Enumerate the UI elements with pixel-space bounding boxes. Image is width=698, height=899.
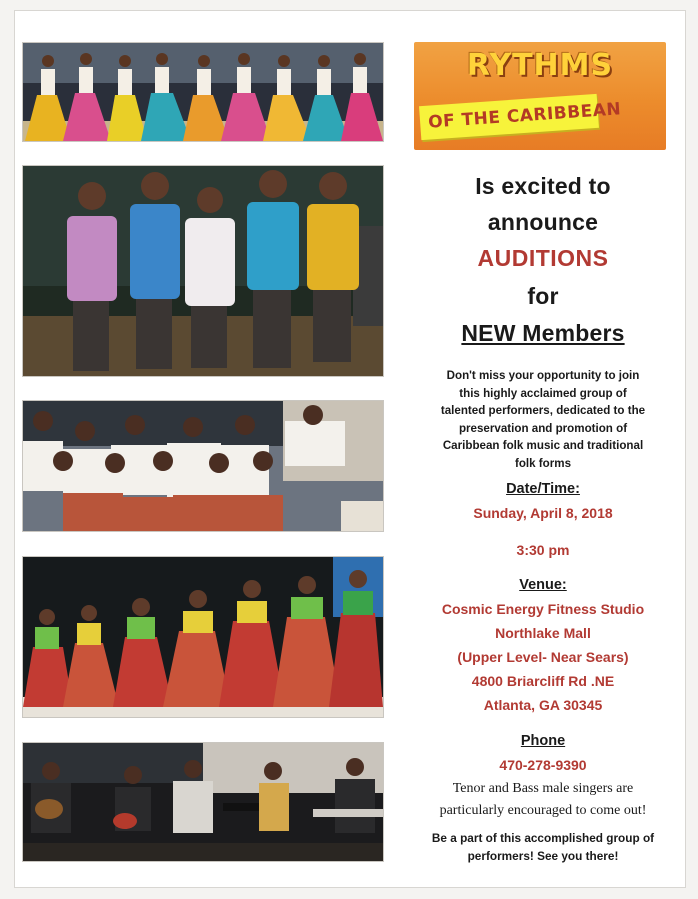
venue-line: (Upper Level- Near Sears) <box>457 649 629 665</box>
pitch-line: this highly acclaimed group of <box>459 386 627 400</box>
photo-men-singers <box>22 165 384 377</box>
phone-number: 470-278-9390 <box>499 757 587 773</box>
headline-line-2: announce <box>487 209 599 235</box>
venue-label: Venue: <box>519 577 567 593</box>
photo-choir-group <box>22 400 384 532</box>
singers-note-line: Tenor and Bass male singers are <box>452 781 634 796</box>
headline-auditions: AUDITIONS <box>477 245 609 271</box>
event-time: 3:30 pm <box>516 542 570 558</box>
pitch-line: Caribbean folk music and traditional <box>442 439 644 452</box>
photo-plaid-dancers <box>22 556 384 718</box>
singers-note-line: particularly encouraged to come out! <box>439 803 647 818</box>
event-date: Sunday, April 8, 2018 <box>473 505 613 521</box>
headline-line-4: for <box>527 283 559 309</box>
photo-dancers-skirts <box>22 42 384 142</box>
rythms-logo <box>414 42 666 150</box>
singers-note <box>400 778 686 822</box>
pitch-line: preservation and promotion of <box>458 421 628 435</box>
phone-label: Phone <box>520 733 566 749</box>
venue-line: Cosmic Energy Fitness Studio <box>441 601 645 617</box>
venue-line: Northlake Mall <box>495 625 591 641</box>
closing-line: Be a part of this accomplished group of <box>431 831 655 845</box>
closing-message <box>400 830 686 865</box>
pitch-line: Don't miss your opportunity to join <box>446 369 640 382</box>
pitch-paragraph <box>400 367 686 472</box>
pitch-line: talented performers, dedicated to the <box>440 404 646 417</box>
venue-line: Atlanta, GA 30345 <box>483 697 603 713</box>
logo-wordmark: RYTHMS <box>466 48 614 83</box>
headline-line-1: Is excited to <box>475 173 611 199</box>
venue-line: 4800 Briarcliff Rd .NE <box>471 673 615 689</box>
closing-line: performers! See you there! <box>467 848 619 863</box>
pitch-line: folk forms <box>514 456 572 470</box>
datetime-label: Date/Time: <box>506 481 580 497</box>
headline-new-members: NEW Members <box>461 320 625 346</box>
photo-musicians <box>22 742 384 862</box>
logo-subtitle: OF THE CARIBBEAN <box>427 99 622 133</box>
